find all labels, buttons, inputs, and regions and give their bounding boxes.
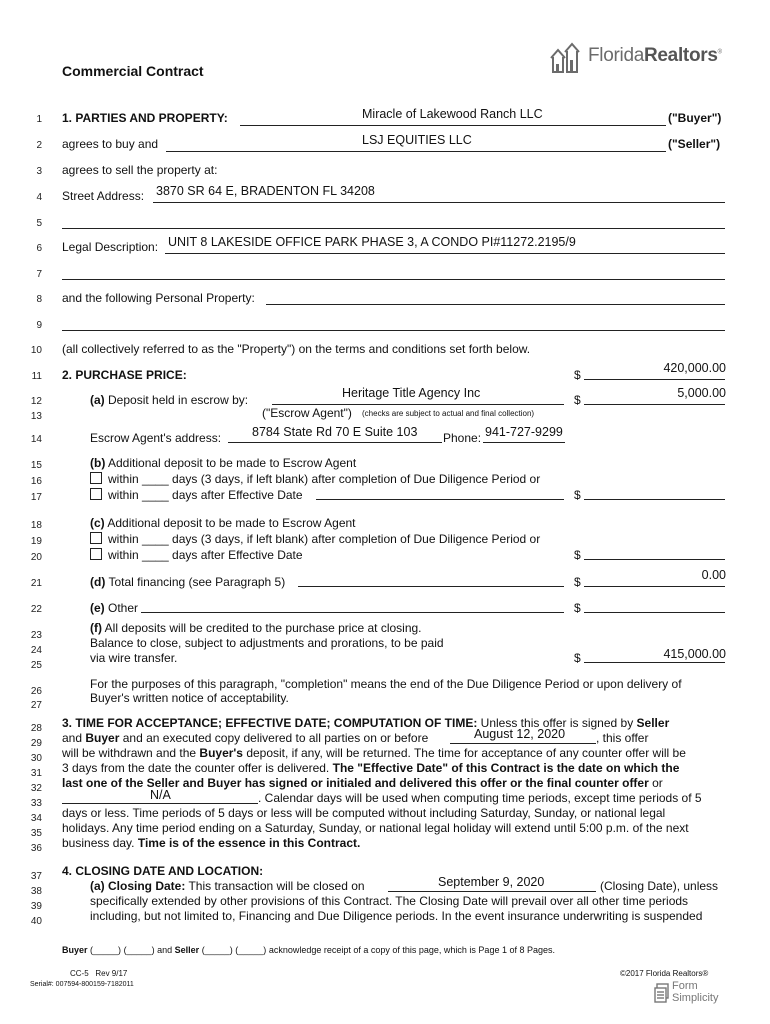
section-heading-purchase-price: 2. PURCHASE PRICE: [62, 368, 187, 382]
closing-date-label: (a) Closing Date: [90, 879, 186, 893]
line-number: 29 [30, 738, 42, 749]
effective-date-definition: The "Effective Date" of this Contract is the date on which the [332, 761, 680, 775]
dollar-sign: $ [574, 651, 581, 665]
option-c1-checkbox[interactable] [90, 532, 102, 544]
line-number: 11 [31, 371, 42, 382]
option-c2-checkbox[interactable] [90, 548, 102, 560]
escrow-address-label: Escrow Agent's address: [90, 431, 222, 445]
closing-date-line [90, 879, 365, 893]
item-letter: (c) [90, 516, 105, 530]
line-number: 2 [36, 140, 42, 151]
line-number: 33 [30, 798, 42, 809]
form-simplicity-logo [654, 980, 734, 1010]
line-number: 8 [36, 294, 42, 305]
balance-to-close-value: 415,000.00 [663, 647, 726, 661]
dollar-sign: $ [574, 488, 581, 502]
legal-description-continued-field[interactable] [62, 279, 725, 280]
street-address-label: Street Address: [62, 189, 145, 203]
alternate-effective-date-value: N/A [150, 788, 171, 802]
closing-text: This transaction will be closed on [188, 879, 365, 893]
line-number: 9 [36, 320, 42, 331]
escrow-agent-field[interactable] [272, 404, 564, 405]
deposit-escrow-text: Deposit held in escrow by: [108, 393, 249, 407]
balance-text: Balance to close, subject to adjustments and prorations, to be paid [90, 636, 444, 650]
legal-description-label: Legal Description: [62, 240, 159, 254]
insurance-text: including, but not limited to, Financing and Due Diligence periods. In the event insurance underwriting is suspended [90, 909, 703, 923]
property-definition-text: (all collectively referred to as the "Property") on the terms and conditions set forth below. [62, 342, 531, 356]
line-number: 7 [36, 269, 42, 280]
additional-deposit-b-amount-field[interactable] [584, 499, 725, 500]
withdrawn-text: will be withdrawn and the [62, 746, 197, 760]
legal-description-value: UNIT 8 LAKESIDE OFFICE PARK PHASE 3, A CONDO PI#11272.2195/9 [168, 235, 576, 249]
line-number: 27 [30, 700, 42, 711]
additional-deposit-b-label [90, 456, 356, 470]
page-title: Commercial Contract [62, 63, 204, 79]
line-number: 17 [30, 492, 42, 503]
line-number: 38 [30, 886, 42, 897]
total-financing-label [90, 575, 285, 589]
section-heading-closing: 4. CLOSING DATE AND LOCATION: [62, 864, 264, 878]
form-simplicity-bottom: Simplicity [672, 992, 719, 1004]
line-number: 35 [30, 828, 42, 839]
personal-property-continued-field[interactable] [62, 330, 725, 331]
personal-property-label: and the following Personal Property: [62, 291, 255, 305]
other-label [90, 601, 138, 615]
line-number: 4 [36, 192, 42, 203]
option-c1 [90, 532, 540, 546]
acceptance-deadline-line [62, 731, 428, 745]
line-number: 1 [36, 114, 42, 125]
total-financing-field[interactable] [584, 586, 725, 587]
acceptance-text: Unless this offer is signed by [480, 716, 634, 730]
agrees-to-buy-label: agrees to buy and [62, 137, 159, 151]
seller-initial-2[interactable]: (_____) [235, 945, 267, 955]
holiday-text: holidays. Any time period ending on a Saturday, Sunday, or national legal holiday will extend until 5:00 p.m. of the next [62, 821, 689, 835]
section-heading-time-acceptance: 3. TIME FOR ACCEPTANCE; EFFECTIVE DATE; COMPUTATION OF TIME: [62, 716, 478, 730]
section-heading-parties: 1. PARTIES AND PROPERTY: [62, 111, 228, 125]
buyer-word: Buyer [85, 731, 120, 745]
dollar-sign: $ [574, 601, 581, 615]
offer-text: , this offer [596, 731, 649, 745]
option-b2 [90, 488, 303, 502]
additional-deposit-b-text: Additional deposit to be made to Escrow Agent [108, 456, 357, 470]
item-letter: (f) [90, 621, 102, 635]
option-c1-text: within ____ days (3 days, if left blank) after completion of Due Diligence Period or [108, 532, 541, 546]
line-number: 30 [30, 753, 42, 764]
seller-word: Seller [636, 716, 670, 730]
brand-left: Florida [588, 45, 644, 66]
blank-line [316, 499, 564, 500]
blank-line [298, 586, 564, 587]
line-number: 34 [30, 813, 42, 824]
acknowledgement-line [62, 945, 555, 955]
line-number: 37 [30, 871, 42, 882]
time-for-acceptance-line [62, 716, 669, 730]
line-number: 19 [30, 536, 42, 547]
calendar-days-text: . Calendar days will be used when computing time periods, except time periods of 5 [258, 791, 702, 805]
withdrawn-line [62, 746, 686, 760]
legal-description-field[interactable] [165, 253, 725, 254]
brand-name [588, 45, 722, 67]
other-amount-field[interactable] [584, 612, 725, 613]
seller-name-value: LSJ EQUITIES LLC [362, 133, 472, 147]
item-letter: (a) [90, 393, 105, 407]
line-number: 28 [30, 723, 42, 734]
escrow-agent-value: Heritage Title Agency Inc [342, 386, 481, 400]
option-b2-text: within ____ days after Effective Date [108, 488, 303, 502]
credit-text-body: All deposits will be credited to the purchase price at closing. [104, 621, 422, 635]
item-letter: (d) [90, 575, 106, 589]
street-address-continued-field[interactable] [62, 228, 725, 229]
business-day-text: business day. [62, 836, 135, 850]
line-number: 25 [30, 660, 42, 671]
buyers-word: Buyer's [199, 746, 243, 760]
credit-text [90, 621, 422, 635]
additional-deposit-c-amount-field[interactable] [584, 559, 725, 560]
and-word: and [157, 945, 173, 955]
line-number: 12 [30, 396, 42, 407]
phone-label: Phone: [443, 431, 482, 445]
escrow-phone-field[interactable] [483, 442, 565, 443]
line-number: 36 [30, 843, 42, 854]
extension-text: specifically extended by other provisions of this Contract. The Closing Date will prevail over all other time periods [90, 894, 689, 908]
seller-tag: ("Seller") [668, 137, 721, 151]
collection-note: (checks are subject to actual and final collection) [362, 409, 535, 418]
buyer-initial-1[interactable]: (_____) [90, 945, 122, 955]
personal-property-field[interactable] [266, 304, 725, 305]
option-c2-text: within ____ days after Effective Date [108, 548, 303, 562]
form-number: CC-5 Rev 9/17 [70, 969, 128, 978]
purchase-price-field[interactable] [584, 379, 725, 380]
line-number: 31 [30, 768, 42, 779]
effective-date-line [62, 761, 679, 775]
short-periods-text: days or less. Time periods of 5 days or less will be computed without including Saturday, Sunday, or national legal [62, 806, 666, 820]
additional-deposit-c-label [90, 516, 356, 530]
seller-initial-1[interactable]: (_____) [201, 945, 233, 955]
dollar-sign: $ [574, 548, 581, 562]
escrow-phone-value: 941-727-9299 [485, 425, 563, 439]
line-number: 20 [30, 552, 42, 563]
item-letter: (b) [90, 456, 106, 470]
deposit-escrow-label [90, 393, 248, 407]
line-number: 21 [30, 578, 42, 589]
counter-offer-text: deposit, if any, will be returned. The time for acceptance of any counter offer will be [246, 746, 686, 760]
buyer-name-field[interactable] [240, 125, 666, 126]
form-simplicity-top: Form [672, 980, 698, 992]
line-number: 40 [30, 916, 42, 927]
document-stack-icon [654, 983, 670, 1005]
buyer-initial-2[interactable]: (_____) [123, 945, 155, 955]
closing-date-value: September 9, 2020 [438, 875, 545, 889]
last-party-definition: last one of the Seller and Buyer has signed or initialed and delivered this offer or the final counter offer [62, 776, 649, 790]
escrow-address-field[interactable] [228, 442, 442, 443]
completion-definition-text: For the purposes of this paragraph, "completion" means the end of the Due Diligence Period or upon delivery of [90, 677, 682, 691]
line-number: 18 [30, 520, 42, 531]
acceptability-text: Buyer's written notice of acceptability. [90, 691, 289, 705]
total-financing-value: 0.00 [701, 568, 726, 582]
counter-offer-days-text: 3 days from the date the counter offer is delivered. [62, 761, 330, 775]
agrees-to-sell-text: agrees to sell the property at: [62, 163, 218, 177]
buyer-tag: ("Buyer") [668, 111, 722, 125]
acceptance-deadline-value: August 12, 2020 [474, 727, 566, 741]
line-number: 10 [30, 345, 42, 356]
closing-date-field[interactable] [388, 891, 596, 892]
escrow-address-value: 8784 State Rd 70 E Suite 103 [252, 425, 418, 439]
time-of-essence: Time is of the essence in this Contract. [137, 836, 361, 850]
wire-transfer-text: via wire transfer. [90, 651, 178, 665]
deposit-amount-field[interactable] [584, 404, 725, 405]
line-number: 23 [30, 630, 42, 641]
houses-icon [548, 40, 584, 74]
buyer-name-value: Miracle of Lakewood Ranch LLC [362, 107, 543, 121]
option-b1-text: within ____ days (3 days, if left blank) after completion of Due Diligence Period or [108, 472, 541, 486]
option-c2 [90, 548, 303, 562]
additional-deposit-c-text: Additional deposit to be made to Escrow Agent [107, 516, 356, 530]
line-number: 15 [30, 460, 42, 471]
delivery-text: and an executed copy delivered to all parties on or before [122, 731, 429, 745]
escrow-agent-caption: ("Escrow Agent") [262, 406, 352, 420]
line-number: 3 [36, 166, 42, 177]
item-letter: (e) [90, 601, 105, 615]
line-number: 14 [30, 434, 42, 445]
line-number: 32 [30, 783, 42, 794]
other-description-field[interactable] [141, 612, 564, 613]
serial-number: Serial#: 007594-800159-7182011 [30, 981, 134, 988]
buyer-initials-label: Buyer [62, 945, 88, 955]
line-number: 22 [30, 604, 42, 615]
brand-mark: ® [717, 49, 722, 56]
dollar-sign: $ [574, 393, 581, 407]
street-address-field[interactable] [153, 202, 725, 203]
copyright: ©2017 Florida Realtors® [620, 969, 709, 978]
line-number: 13 [30, 411, 42, 422]
option-b1-checkbox[interactable] [90, 472, 102, 484]
option-b1 [90, 472, 540, 486]
seller-name-field[interactable] [166, 151, 666, 152]
purchase-price-value: 420,000.00 [663, 361, 726, 375]
line-number: 26 [30, 686, 42, 697]
line-number: 24 [30, 645, 42, 656]
line-number: 39 [30, 901, 42, 912]
option-b2-checkbox[interactable] [90, 488, 102, 500]
dollar-sign: $ [574, 575, 581, 589]
or-word: or [652, 776, 663, 790]
essence-line [62, 836, 360, 850]
street-address-value: 3870 SR 64 E, BRADENTON FL 34208 [156, 184, 375, 198]
line-number: 16 [30, 476, 42, 487]
florida-realtors-logo [548, 40, 728, 76]
seller-initials-label: Seller [174, 945, 200, 955]
deposit-amount-value: 5,000.00 [677, 386, 726, 400]
brand-right: Realtors [643, 45, 718, 66]
balance-to-close-field[interactable] [584, 662, 725, 663]
acceptance-deadline-field[interactable] [450, 743, 596, 744]
and-word: and [62, 731, 83, 745]
dollar-sign: $ [574, 368, 581, 382]
line-number: 5 [36, 218, 42, 229]
closing-tail-text: (Closing Date), unless [600, 879, 719, 893]
line-number: 6 [36, 243, 42, 254]
alternate-effective-date-field[interactable] [62, 803, 258, 804]
acknowledgement-text: acknowledge receipt of a copy of this page, which is Page 1 of 8 Pages. [268, 945, 555, 955]
total-financing-text: Total financing (see Paragraph 5) [108, 575, 286, 589]
other-text: Other [108, 601, 139, 615]
